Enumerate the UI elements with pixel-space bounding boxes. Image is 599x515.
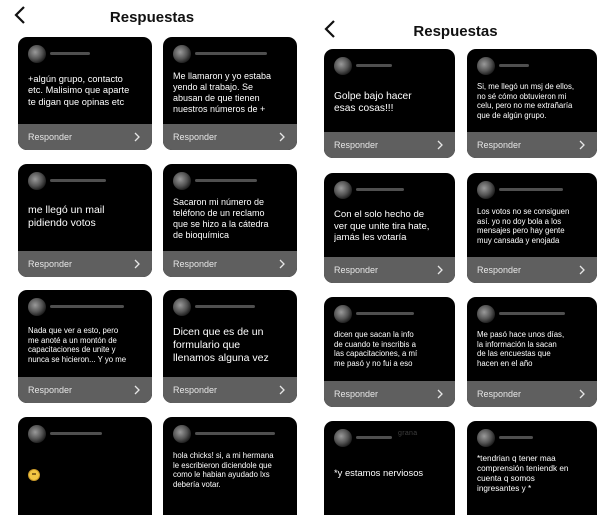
chevron-right-icon xyxy=(435,389,445,399)
card-header xyxy=(28,170,144,194)
redacted-username xyxy=(499,64,529,67)
avatar xyxy=(173,172,191,190)
redacted-username xyxy=(499,436,533,439)
reply-card[interactable] xyxy=(467,421,597,515)
reply-footer[interactable] xyxy=(324,132,455,158)
reply-card[interactable] xyxy=(324,297,455,407)
reply-footer[interactable] xyxy=(18,377,152,403)
avatar xyxy=(28,425,46,443)
reply-card[interactable] xyxy=(18,164,152,277)
reply-text: Nada que ver a esto, pero me anoté a un montón de capacitaciones de unite y nunca se hicieron... Y yo me xyxy=(28,326,127,364)
chevron-right-icon xyxy=(132,259,142,269)
avatar xyxy=(173,425,191,443)
chevron-right-icon xyxy=(577,389,587,399)
redacted-username xyxy=(50,432,102,435)
reply-text: Me pasó hace unos días, la información la sacan de las encuestas que hacen en el año xyxy=(477,330,565,368)
avatar xyxy=(173,298,191,316)
redacted-username xyxy=(356,436,392,439)
avatar xyxy=(477,181,495,199)
card-header xyxy=(477,55,589,79)
reply-card[interactable] xyxy=(467,297,597,407)
reply-card[interactable] xyxy=(324,173,455,283)
reply-card[interactable] xyxy=(163,164,297,277)
redacted-username xyxy=(50,305,124,308)
card-header xyxy=(173,423,289,447)
reply-button-label: Responder xyxy=(173,259,218,269)
avatar xyxy=(28,172,46,190)
card-header xyxy=(334,179,447,203)
top-bar xyxy=(312,14,599,46)
reply-text: Sacaron mi número de teléfono de un reclamo que se hizo a la cátedra de bioquímica xyxy=(173,197,269,240)
reply-button-label: Responder xyxy=(334,265,379,275)
reply-text: Me llamaron y yo estaba yendo al trabajo. Se abusan de que tienen nuestros números de + xyxy=(173,71,272,114)
page-title: Respuestas xyxy=(413,23,498,40)
reply-footer[interactable] xyxy=(467,132,597,158)
redacted-username xyxy=(50,52,90,55)
redacted-username xyxy=(356,312,414,315)
reply-button-label: Responder xyxy=(477,389,522,399)
reply-text: Golpe bajo hacer esas cosas!!! xyxy=(334,91,412,115)
card-header xyxy=(173,170,289,194)
reply-footer[interactable] xyxy=(467,257,597,283)
reply-text: Los votos no se consiguen así. yo no doy bola a los mensajes pero hay gente muy cansada y enojada xyxy=(477,207,570,245)
chevron-right-icon xyxy=(132,132,142,142)
reply-card[interactable] xyxy=(18,37,152,150)
avatar xyxy=(334,181,352,199)
reply-button-label: Responder xyxy=(28,259,73,269)
avatar xyxy=(334,305,352,323)
reply-card[interactable] xyxy=(18,417,152,515)
reply-card[interactable] xyxy=(467,173,597,283)
reply-button-label: Responder xyxy=(334,140,379,150)
redacted-username xyxy=(195,432,275,435)
reply-footer[interactable] xyxy=(163,377,297,403)
chevron-right-icon xyxy=(277,385,287,395)
redacted-username xyxy=(499,188,563,191)
reply-card[interactable] xyxy=(18,290,152,403)
avatar xyxy=(477,57,495,75)
screen-right xyxy=(312,0,599,515)
chevron-right-icon xyxy=(277,259,287,269)
reply-button-label: Responder xyxy=(173,385,218,395)
chevron-right-icon xyxy=(577,265,587,275)
avatar xyxy=(477,429,495,447)
chevron-right-icon xyxy=(435,140,445,150)
reply-footer[interactable] xyxy=(467,381,597,407)
card-header xyxy=(173,43,289,67)
reply-footer[interactable] xyxy=(324,381,455,407)
top-bar xyxy=(0,0,304,32)
redacted-username xyxy=(356,64,392,67)
card-header xyxy=(334,303,447,327)
reply-text: me llegó un mail pidiendo votos xyxy=(28,204,105,229)
reply-text: Si, me llegó un msj de ellos, no sé cómo obtuvieron mi celu, pero no me extrañaría que de algún grupo. xyxy=(477,82,575,120)
reply-card[interactable] xyxy=(324,421,455,515)
smiley-emoji-icon xyxy=(28,469,40,481)
redacted-username xyxy=(195,305,255,308)
card-header xyxy=(28,296,144,320)
avatar xyxy=(28,298,46,316)
chevron-right-icon xyxy=(277,132,287,142)
card-header xyxy=(28,43,144,67)
card-header xyxy=(173,296,289,320)
reply-card[interactable] xyxy=(324,49,455,158)
reply-card[interactable] xyxy=(163,417,297,515)
avatar xyxy=(334,57,352,75)
reply-button-label: Responder xyxy=(28,132,73,142)
chevron-right-icon xyxy=(132,385,142,395)
card-header xyxy=(334,427,447,451)
reply-text: +algún grupo, contacto etc. Malisimo que aparte te digan que opinas etc xyxy=(28,74,130,107)
reply-text: *y estamos nerviosos xyxy=(334,467,424,478)
reply-button-label: Responder xyxy=(477,265,522,275)
avatar xyxy=(28,45,46,63)
reply-text: Con el solo hecho de ver que unite tira hate, jamás les votaría xyxy=(334,209,430,244)
avatar xyxy=(477,305,495,323)
card-header xyxy=(28,423,144,447)
reply-button-label: Responder xyxy=(28,385,73,395)
reply-text: *tendrian q tener maa comprensión teniendk en cuenta q somos ingresantes y * xyxy=(477,454,569,493)
reply-button-label: Responder xyxy=(477,140,522,150)
redacted-username xyxy=(499,312,565,315)
redacted-username xyxy=(195,179,257,182)
chevron-right-icon xyxy=(577,140,587,150)
reply-text: Dicen que es de un formulario que llenamos alguna vez xyxy=(173,326,269,364)
chevron-right-icon xyxy=(435,265,445,275)
avatar xyxy=(173,45,191,63)
redacted-username xyxy=(356,188,404,191)
reply-card[interactable] xyxy=(467,49,597,158)
reply-footer[interactable] xyxy=(324,257,455,283)
card-header xyxy=(477,179,589,203)
reply-button-label: Responder xyxy=(173,132,218,142)
avatar xyxy=(334,429,352,447)
username: grana xyxy=(398,430,418,437)
reply-button-label: Responder xyxy=(334,389,379,399)
page-title: Respuestas xyxy=(109,9,195,26)
reply-footer[interactable] xyxy=(163,124,297,150)
reply-card[interactable] xyxy=(163,290,297,403)
reply-footer[interactable] xyxy=(163,251,297,277)
reply-footer[interactable] xyxy=(18,251,152,277)
redacted-username xyxy=(195,52,267,55)
card-header xyxy=(477,303,589,327)
reply-text: dicen que sacan la info de cuando te inscribis a las capacitaciones, a mí me pasó y no fui a eso xyxy=(334,330,418,368)
card-header xyxy=(334,55,447,79)
reply-text: hola chicks! si, a mi hermana le escribieron diciendole que como le habian ayudado lxs debería votar. xyxy=(173,451,274,489)
reply-footer[interactable] xyxy=(18,124,152,150)
reply-card[interactable] xyxy=(163,37,297,150)
card-header xyxy=(477,427,589,451)
redacted-username xyxy=(50,179,106,182)
